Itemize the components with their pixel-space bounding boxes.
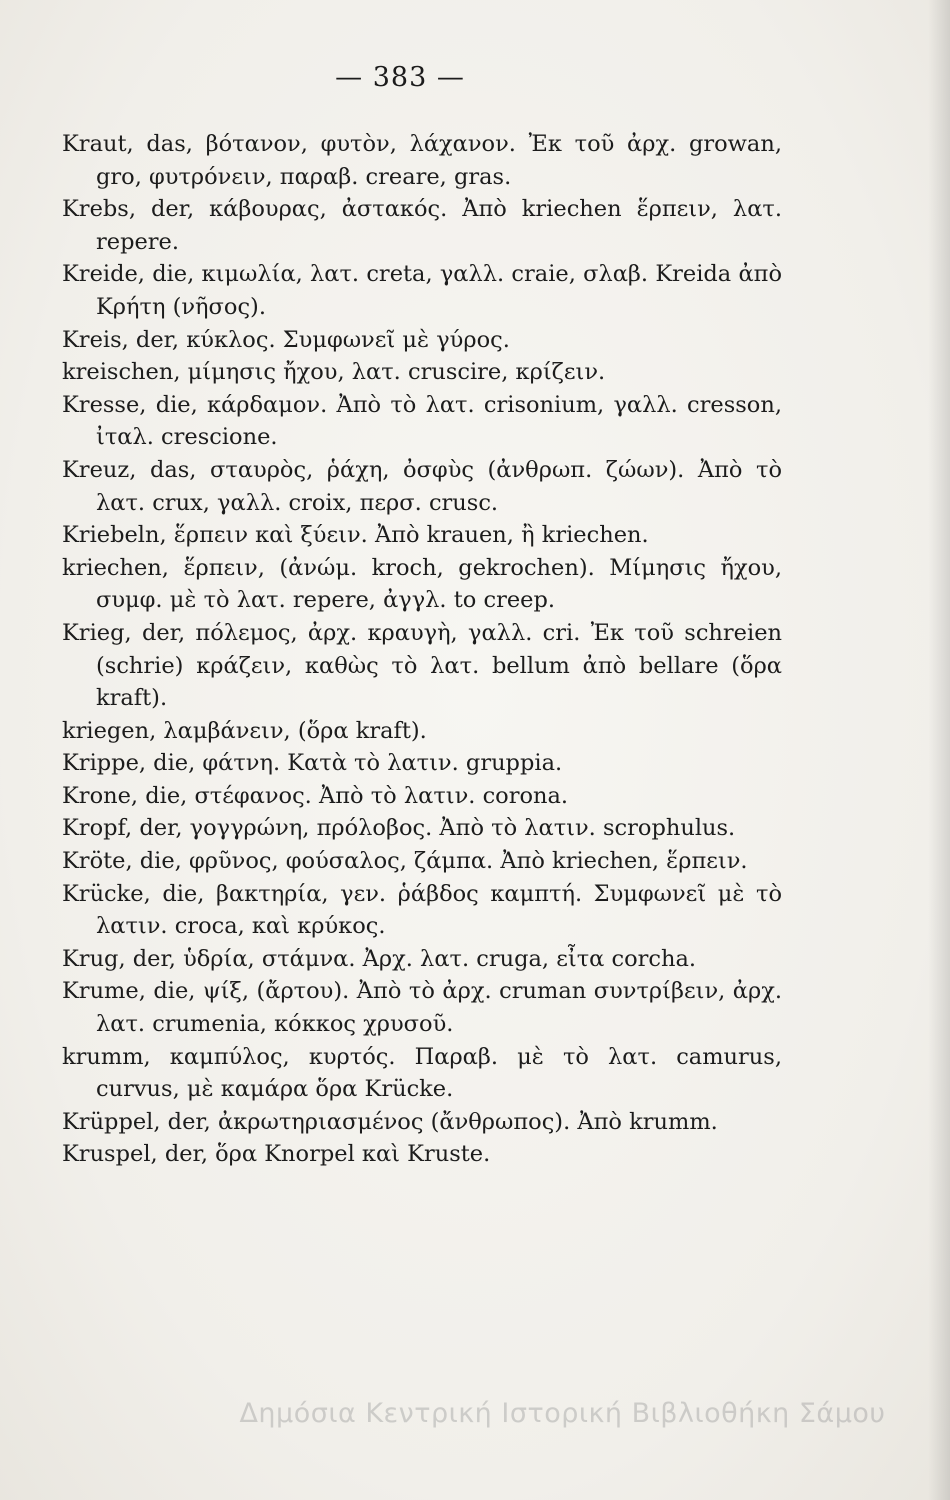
dictionary-entry: Kraut, das, βότανον, φυτὸν, λάχανον. Ἐκ τοῦ ἀρχ. growan, gro, φυτρόνειν, παραβ. creare, gras. — [62, 131, 782, 190]
dictionary-entry: Krüppel, der, ἀκρωτηριασμένος (ἄνθρωπος). Ἀπὸ krumm. — [62, 1108, 718, 1135]
dictionary-entry: kriegen, λαμβάνειν, (ὅρα kraft). — [62, 717, 427, 744]
library-watermark: Δημόσια Κεντρική Ιστορική Βιβλιοθήκη Σάμου — [239, 1398, 886, 1429]
dictionary-entry: Kreide, die, κιμωλία, λατ. creta, γαλλ. craie, σλαβ. Kreida ἀπὸ Κρήτη (νῆσος). — [62, 261, 782, 320]
dictionary-entry: krumm, καμπύλος, κυρτός. Παραβ. μὲ τὸ λατ. camurus, curvus, μὲ καμάρα ὅρα Krücke. — [62, 1043, 782, 1103]
dictionary-entry: Kruspel, der, ὅρα Knorpel καὶ Kruste. — [62, 1141, 491, 1168]
dictionary-entry: Krone, die, στέφανος. Ἀπὸ τὸ λατιν. corona. — [62, 782, 569, 809]
dictionary-entry: Kröte, die, φρῦνος, φούσαλος, ζάμπα. Ἀπὸ kriechen, ἕρπειν. — [62, 848, 748, 875]
dictionary-entry: Krume, die, ψίξ, (ἄρτου). Ἀπὸ τὸ ἀρχ. cruman συντρίβειν, ἀρχ. λατ. crumenia, κόκκος χρυσοῦ. — [62, 978, 782, 1038]
dictionary-entries — [62, 128, 782, 1171]
dictionary-entry: Kropf, der, γογγρώνη, πρόλοβος. Ἀπὸ τὸ λατιν. scrophulus. — [62, 815, 736, 842]
dictionary-entry: kreischen, μίμησις ἤχου, λατ. cruscire, κρίζειν. — [62, 359, 606, 386]
dictionary-entry: Krieg, der, πόλεμος, ἀρχ. κραυγὴ, γαλλ. cri. Ἐκ τοῦ schreien (schrie) κράζειν, καθὼς τὸ λατ. bellum ἀπὸ bellare (ὅρα kraft). — [62, 619, 782, 712]
dictionary-entry: Krücke, die, βακτηρία, γεν. ῥάβδος καμπτή. Συμφωνεῖ μὲ τὸ λατιν. croca, καὶ κρύκος. — [62, 880, 782, 940]
dictionary-entry: Krug, der, ὑδρία, στάμνα. Ἀρχ. λατ. cruga, εἶτα corcha. — [62, 945, 697, 972]
dictionary-entry: Krippe, die, φάτνη. Κατὰ τὸ λατιν. gruppia. — [62, 750, 563, 777]
dictionary-entry: Kresse, die, κάρδαμον. Ἀπὸ τὸ λατ. crisonium, γαλλ. cresson, ἰταλ. crescione. — [62, 391, 782, 451]
page-number: — 383 — — [335, 62, 465, 93]
dictionary-entry: kriechen, ἕρπειν, (ἀνώμ. kroch, gekrochen). Μίμησις ἤχου, συμφ. μὲ τὸ λατ. repere, ἀγγλ. to creep. — [62, 554, 782, 614]
dictionary-entry: Kriebeln, ἕρπειν καὶ ξύειν. Ἀπὸ krauen, ἢ kriechen. — [62, 522, 649, 549]
page-gutter-shadow — [928, 0, 950, 1500]
dictionary-entry: Kreuz, das, σταυρὸς, ῥάχη, ὀσφὺς (ἀνθρωπ. ζώων). Ἀπὸ τὸ λατ. crux, γαλλ. croix, περσ. crusc. — [62, 456, 782, 516]
dictionary-entry: Krebs, der, κάβουρας, ἀστακός. Ἀπὸ kriechen ἕρπειν, λατ. repere. — [62, 196, 782, 255]
dictionary-entry: Kreis, der, κύκλος. Συμφωνεῖ μὲ γύρος. — [62, 326, 510, 353]
